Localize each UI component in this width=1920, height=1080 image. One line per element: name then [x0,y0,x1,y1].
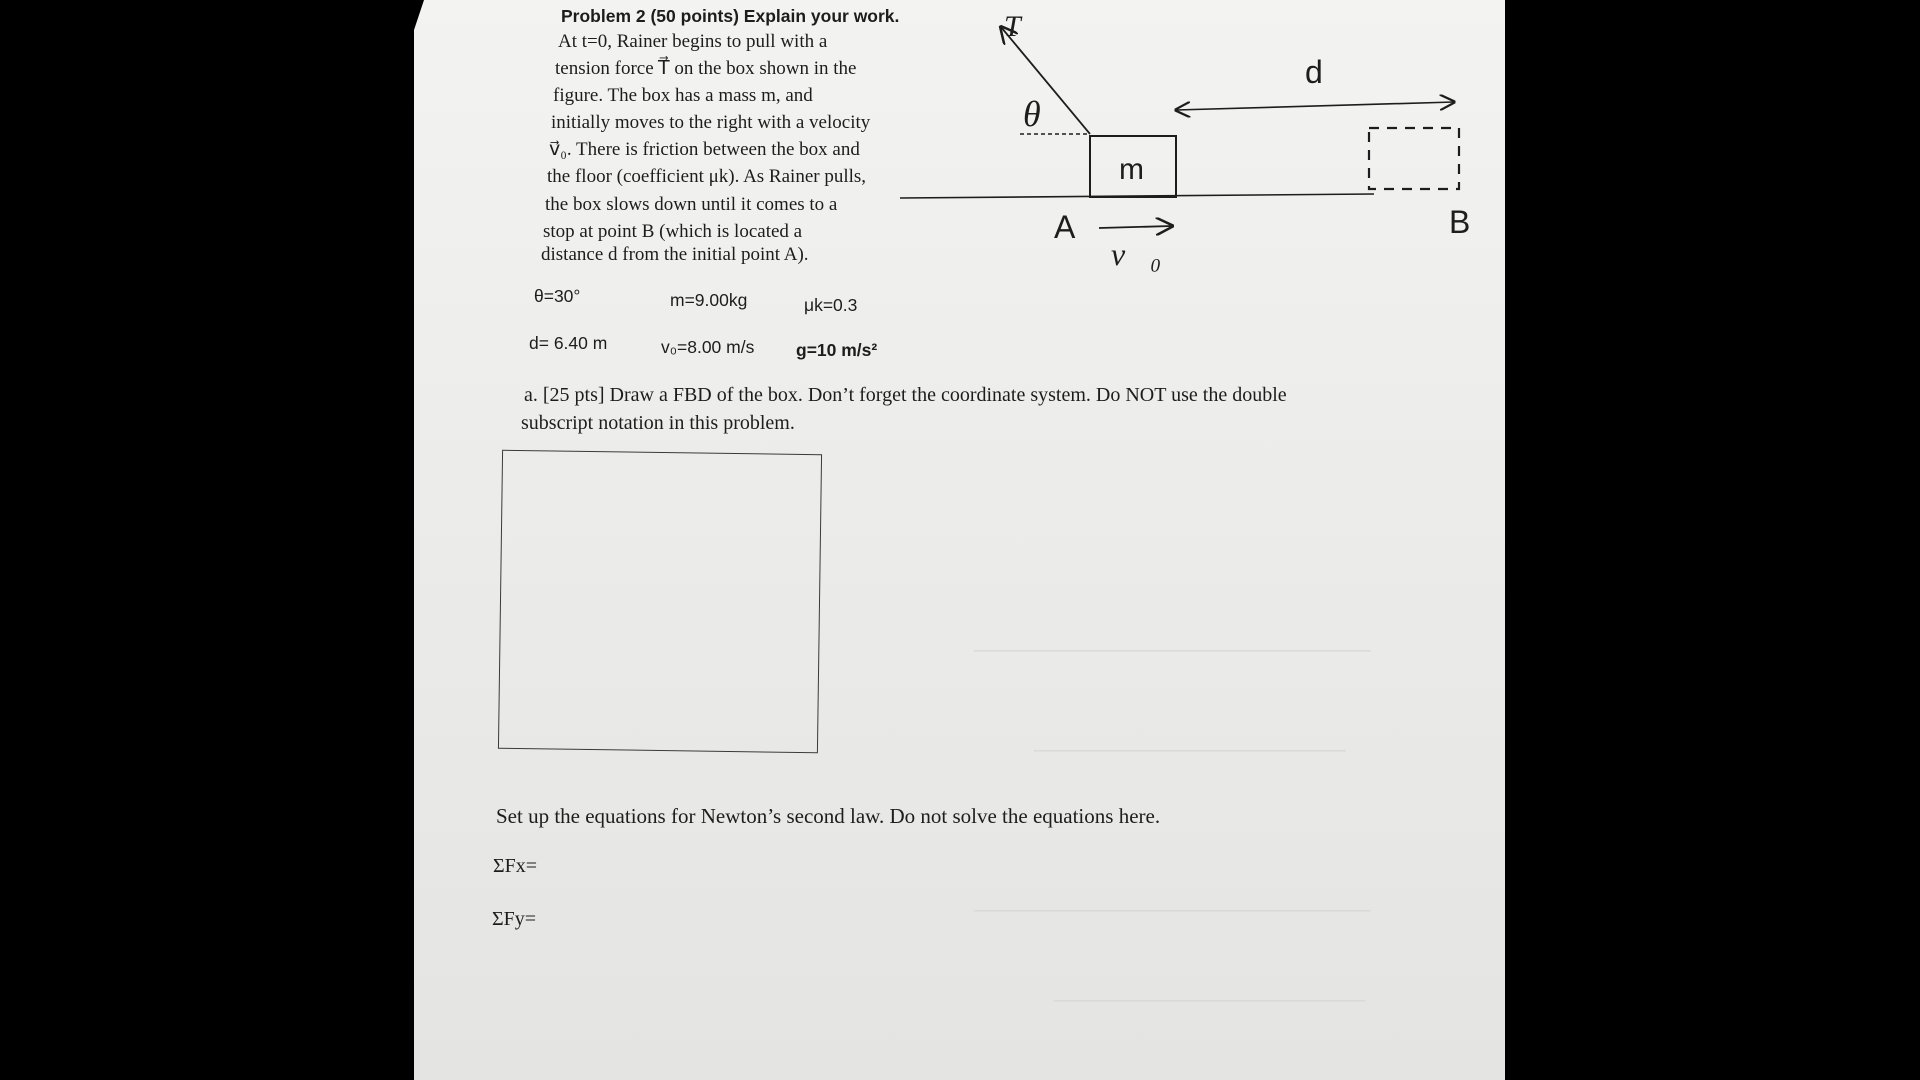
velocity-arrow [1099,226,1172,228]
problem-line: tension force T⃗ on the box shown in the [555,58,857,79]
box-final-position [1369,128,1459,189]
problem-line: v⃗₀. There is friction between the box and [549,139,860,160]
problem-line: distance d from the initial point A). [541,244,809,265]
part-a-question: subscript notation in this problem. [521,412,795,434]
given-theta: θ=30° [534,286,581,306]
part-a-question: a. [25 pts] Draw a FBD of the box. Don’t forget the coordinate system. Do NOT use the double [524,384,1287,406]
problem-line: initially moves to the right with a velocity [551,112,871,133]
problem-line: the box slows down until it comes to a [545,194,838,215]
point-b-label: B [1449,204,1471,240]
distance-arrow [1176,102,1454,110]
velocity-label: v⃗₀ [1111,236,1162,272]
point-a-label: A [1054,209,1076,245]
mass-label: m [1119,153,1144,186]
given-mu: μk=0.3 [804,295,858,315]
given-velocity: v₀=8.00 m/s [661,337,755,357]
worksheet-page [414,0,1505,1080]
bleed-through-text: ────────────────────── [1054,990,1366,1012]
distance-label: d [1305,54,1323,90]
fbd-drawing-box[interactable] [498,450,822,753]
bleed-through-text: ──────────────────────────── [974,640,1371,662]
sum-fx-label: ΣFx= [493,855,538,877]
given-mass: m=9.00kg [670,290,748,310]
problem-figure [414,0,1505,300]
bleed-through-text: ──────────────────────────── [974,900,1371,922]
problem-line: figure. The box has a mass m, and [553,85,813,106]
given-distance: d= 6.40 m [529,333,608,353]
given-gravity: g=10 m/s² [796,340,878,360]
problem-line: At t=0, Rainer begins to pull with a [558,31,828,52]
newton-instruction: Set up the equations for Newton’s second law. Do not solve the equations here. [496,804,1161,828]
problem-header: Problem 2 (50 points) Explain your work. [561,6,900,26]
angle-label: θ [1023,94,1041,134]
problem-line: the floor (coefficient μk). As Rainer pulls, [547,166,867,187]
bleed-through-text: ────────────────────── [1034,740,1346,762]
problem-line: stop at point B (which is located a [543,221,803,242]
tension-arrow [1001,27,1090,134]
tension-label: T⃗ [1004,10,1045,43]
sum-fy-label: ΣFy= [492,908,537,930]
